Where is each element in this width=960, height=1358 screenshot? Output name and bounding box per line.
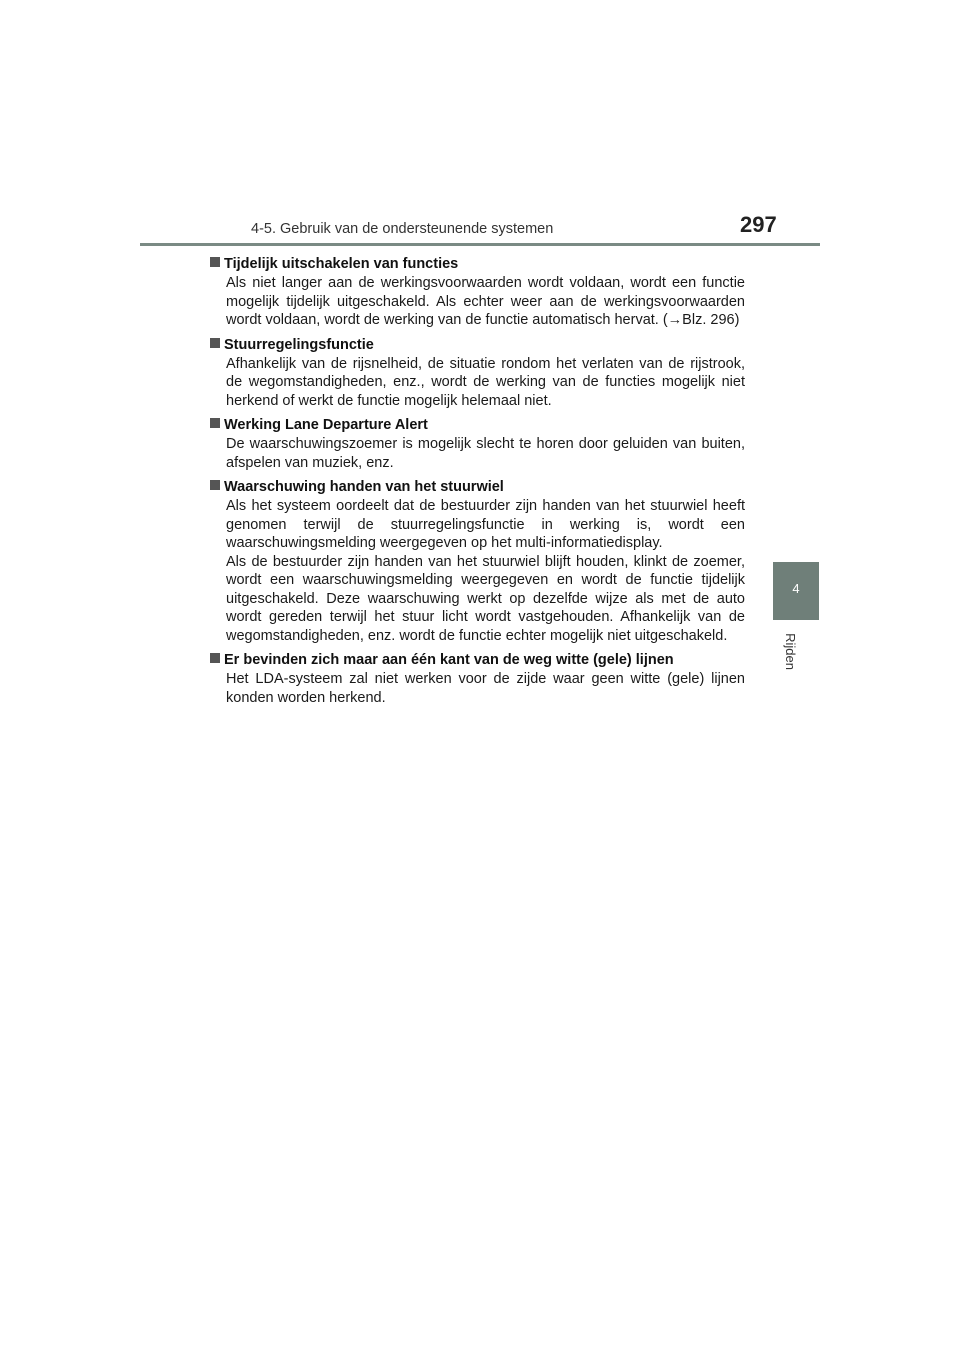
section-title <box>210 651 745 670</box>
chapter-number: 4 <box>792 581 800 596</box>
section-title <box>210 478 745 497</box>
section-title-text: Tijdelijk uitschakelen van functies <box>224 256 459 272</box>
chapter-tab[interactable] <box>773 562 819 620</box>
square-bullet-icon <box>210 653 220 663</box>
chapter-label-container <box>782 630 806 680</box>
section-title <box>210 336 745 355</box>
page-number: 297 <box>740 212 777 237</box>
square-bullet-icon <box>210 418 220 428</box>
section-body <box>226 497 745 645</box>
section-item <box>210 416 745 472</box>
section-title-text: Er bevinden zich maar aan één kant van de weg witte (gele) lijnen <box>224 652 674 668</box>
section-body <box>226 670 745 707</box>
section-paragraph: Als het systeem oordeelt dat de bestuurder zijn handen van het stuurwiel heeft genomen terwijl de stuurregelingsfunctie in werking is, wordt een waarschuwingsmelding weergegeven op het multi-informatiedisplay. <box>226 498 745 551</box>
section-title <box>210 416 745 435</box>
section-paragraph: Afhankelijk van de rijsnelheid, de situatie rondom het verlaten van de rijstrook, de wegomstandigheden, enz., wordt de werking van de functies mogelijk niet herkend of werkt de functie mogelijk helemaal niet. <box>226 355 745 409</box>
section-paragraph: Als de bestuurder zijn handen van het stuurwiel blijft houden, klinkt de zoemer, wordt een waarschuwingsmelding weergegeven en wordt de functie tijdelijk uitgeschakeld. Deze waarschuwing werkt op dezelfde wijze als met de auto wordt gereden terwijl het stuur licht wordt vastgehouden. Afhankelijk van de wegomstandigheden, enz. wordt de functie echter mogelijk niet uitgeschakeld. <box>226 553 745 644</box>
square-bullet-icon <box>210 480 220 490</box>
section-heading: 4-5. Gebruik van de ondersteunende systemen <box>251 221 554 237</box>
header-divider <box>140 243 820 246</box>
section-paragraph: Het LDA-systeem zal niet werken voor de zijde waar geen witte (gele) lijnen konden worden herkend. <box>226 671 745 706</box>
section-item <box>210 478 745 645</box>
square-bullet-icon <box>210 338 220 348</box>
section-body <box>226 435 745 472</box>
section-title-text: Werking Lane Departure Alert <box>224 417 428 433</box>
page-header <box>140 208 820 248</box>
square-bullet-icon <box>210 257 220 267</box>
section-item <box>210 651 745 707</box>
section-body <box>226 274 745 330</box>
section-title-text: Stuurregelingsfunctie <box>224 336 374 353</box>
section-paragraph: Als niet langer aan de werkingsvoorwaarden wordt voldaan, wordt een functie mogelijk tijdelijk uitgeschakeld. Als echter weer aan de werkingsvoorwaarden wordt voldaan, wordt de werking van de functie automatisch hervat. (→Blz. 296) <box>226 275 745 328</box>
section-title-text: Waarschuwing handen van het stuurwiel <box>224 479 504 495</box>
section-paragraph: De waarschuwingszoemer is mogelijk slecht te horen door geluiden van buiten, afspelen van muziek, enz. <box>226 436 745 471</box>
section-title <box>210 255 745 274</box>
main-content <box>210 255 745 713</box>
chapter-label: Rijden <box>782 633 798 670</box>
section-body <box>226 355 745 411</box>
section-item <box>210 336 745 411</box>
section-item <box>210 255 745 330</box>
